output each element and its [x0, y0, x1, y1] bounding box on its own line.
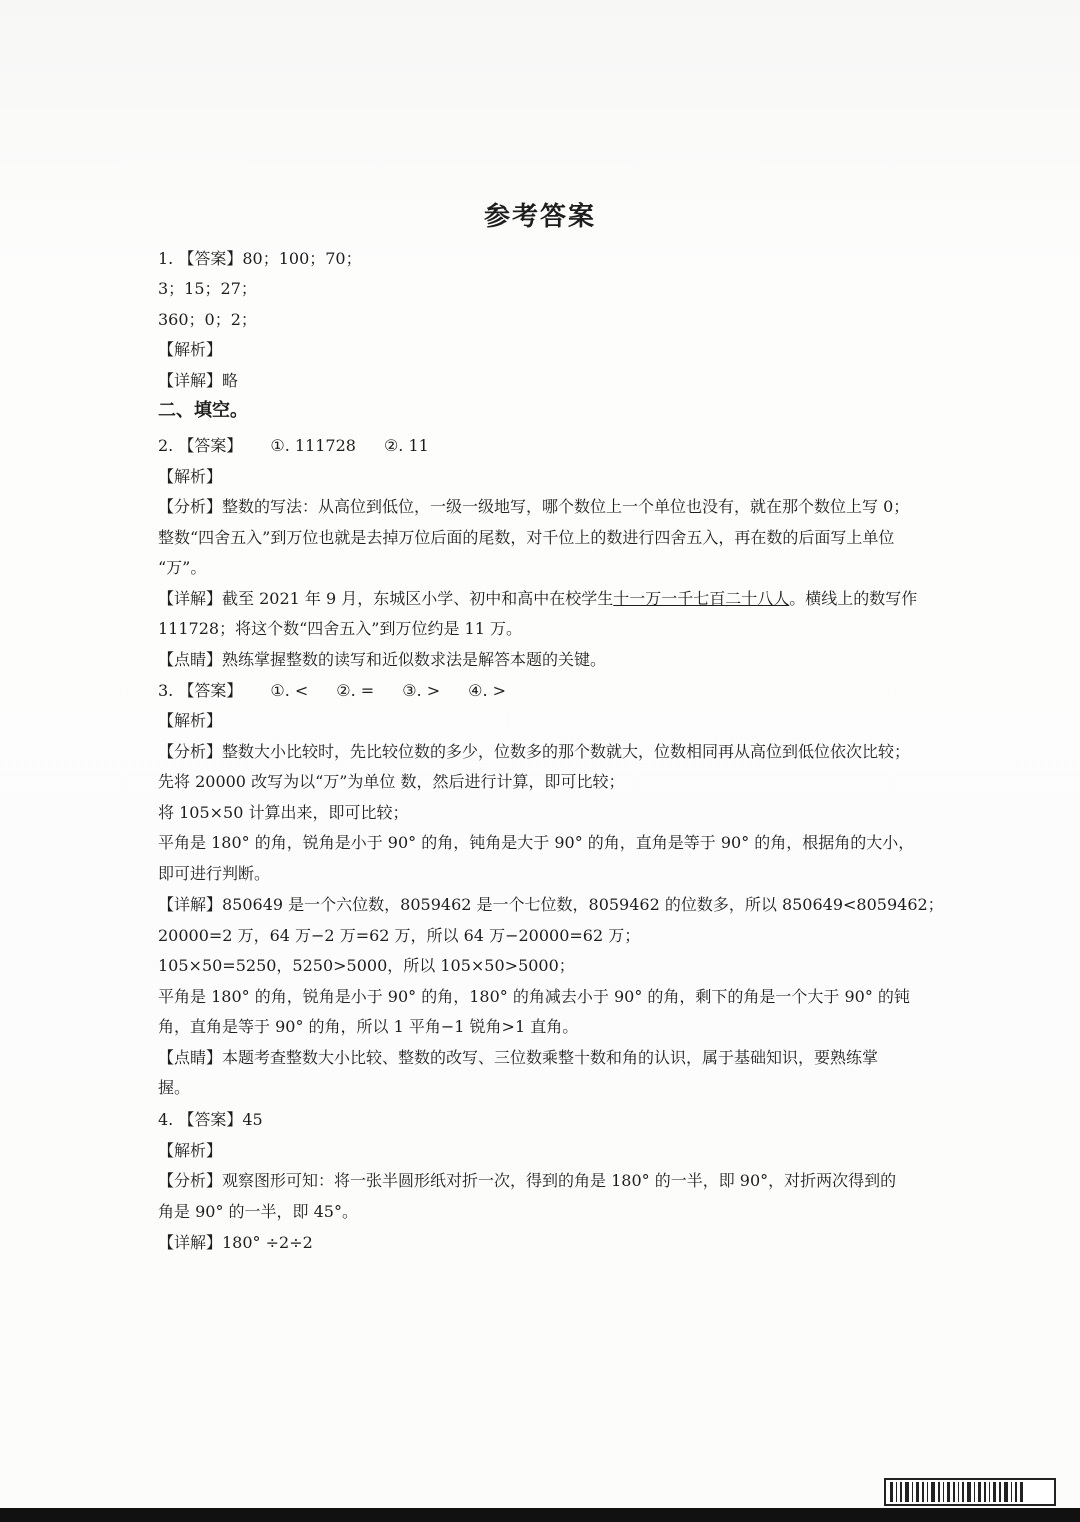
q3-key-point: 【点睛】本题考查整数大小比较、整数的改写、三位数乘整十数和角的认识，属于基础知识，要熟练掌 [158, 1048, 879, 1067]
barcode-stamp [884, 1478, 1056, 1506]
q2-detail-line2: 111728；将这个数“四舍五入”到万位约是 11 万。 [158, 619, 522, 638]
q4-fenxi-line: 角是 90° 的一半，即 45°。 [158, 1202, 358, 1221]
q2-answer-2: ②. 11 [383, 436, 429, 455]
q3-answer-1: ①. < [270, 681, 309, 700]
q3-fenxi-line: 即可进行判断。 [158, 864, 271, 883]
q4-detail: 【详解】180° ÷2÷2 [158, 1233, 313, 1252]
q3-detail-line: 【详解】850649 是一个六位数，8059462 是一个七位数，8059462 的位数多，所以 850649<8059462； [158, 895, 944, 914]
q2-detail-text: 【详解】截至 2021 年 9 月，东城区小学、初中和高中在校学生 [158, 589, 614, 608]
q3-answer-4: ④. > [468, 681, 507, 700]
q3-fenxi-line: 平角是 180° 的角，锐角是小于 90° 的角，钝角是大于 90° 的角，直角是等于 90° 的角，根据角的大小， [158, 833, 915, 852]
q2-answer-label: 2. 【答案】 [158, 436, 243, 455]
q3-answer [158, 680, 898, 702]
q2-fenxi-line: 整数“四舍五入”到万位也就是去掉万位后面的尾数，对千位上的数进行四舍五入，再在数的后面写上单位 [158, 528, 895, 547]
q2-key-point: 【点睛】熟练掌握整数的读写和近似数求法是解答本题的关键。 [158, 650, 607, 669]
q2-fenxi-line: 【分析】整数的写法：从高位到低位，一级一级地写，哪个数位上一个单位也没有，就在那个数位上写 0； [158, 497, 910, 516]
q3-detail-line: 平角是 180° 的角，锐角是小于 90° 的角，180° 的角减去小于 90° 的角，剩下的角是一个大于 90° 的钝 [158, 987, 910, 1006]
q4-fenxi-line: 【分析】观察图形可知：将一张半圆形纸对折一次，得到的角是 180° 的一半，即 90°，对折两次得到的 [158, 1171, 897, 1190]
q2-fenxi-line: “万”。 [158, 558, 207, 577]
q3-fenxi-line: 【分析】整数大小比较时，先比较位数的多少，位数多的那个数就大，位数相同再从高位到低位依次比较； [158, 742, 911, 761]
q2-answer [158, 435, 898, 457]
q1-detail: 【详解】略 [158, 371, 239, 390]
page-title: 参考答案 [483, 202, 596, 232]
q3-detail-line: 105×50=5250，5250>5000，所以 105×50>5000； [158, 956, 575, 975]
page-bottom-edge [0, 1508, 1080, 1522]
q2-analysis: 【解析】 [158, 467, 223, 486]
q3-analysis: 【解析】 [158, 711, 223, 730]
q3-detail-line: 角，直角是等于 90° 的角，所以 1 平角−1 锐角>1 直角。 [158, 1017, 579, 1036]
q1-answer-line2: 3；15；27； [158, 279, 257, 298]
q3-fenxi-line: 将 105×50 计算出来，即可比较； [158, 803, 409, 822]
q3-key-point: 握。 [158, 1078, 191, 1097]
q3-answer-2: ②. = [336, 681, 375, 700]
q3-fenxi-line: 先将 20000 改写为以“万”为单位 数，然后进行计算，即可比较； [158, 772, 625, 791]
q4-analysis: 【解析】 [158, 1141, 223, 1160]
q2-underlined-number: 十一万一千七百二十八人 [613, 589, 790, 608]
q4-answer: 4. 【答案】45 [158, 1110, 263, 1129]
section-heading: 二、填空。 [158, 400, 248, 421]
q2-answer-1: ①. 111728 [270, 436, 356, 455]
q3-answer-3: ③. > [402, 681, 441, 700]
q1-answer-line3: 360；0；2； [158, 310, 257, 329]
q3-answer-label: 3. 【答案】 [158, 681, 243, 700]
q2-detail [158, 588, 918, 610]
q2-detail-text: 。横线上的数写作 [789, 589, 918, 608]
q1-analysis: 【解析】 [158, 340, 223, 359]
q1-answer: 1. 【答案】80；100；70； [158, 249, 362, 268]
q3-detail-line: 20000=2 万，64 万−2 万=62 万，所以 64 万−20000=62 万； [158, 926, 641, 945]
